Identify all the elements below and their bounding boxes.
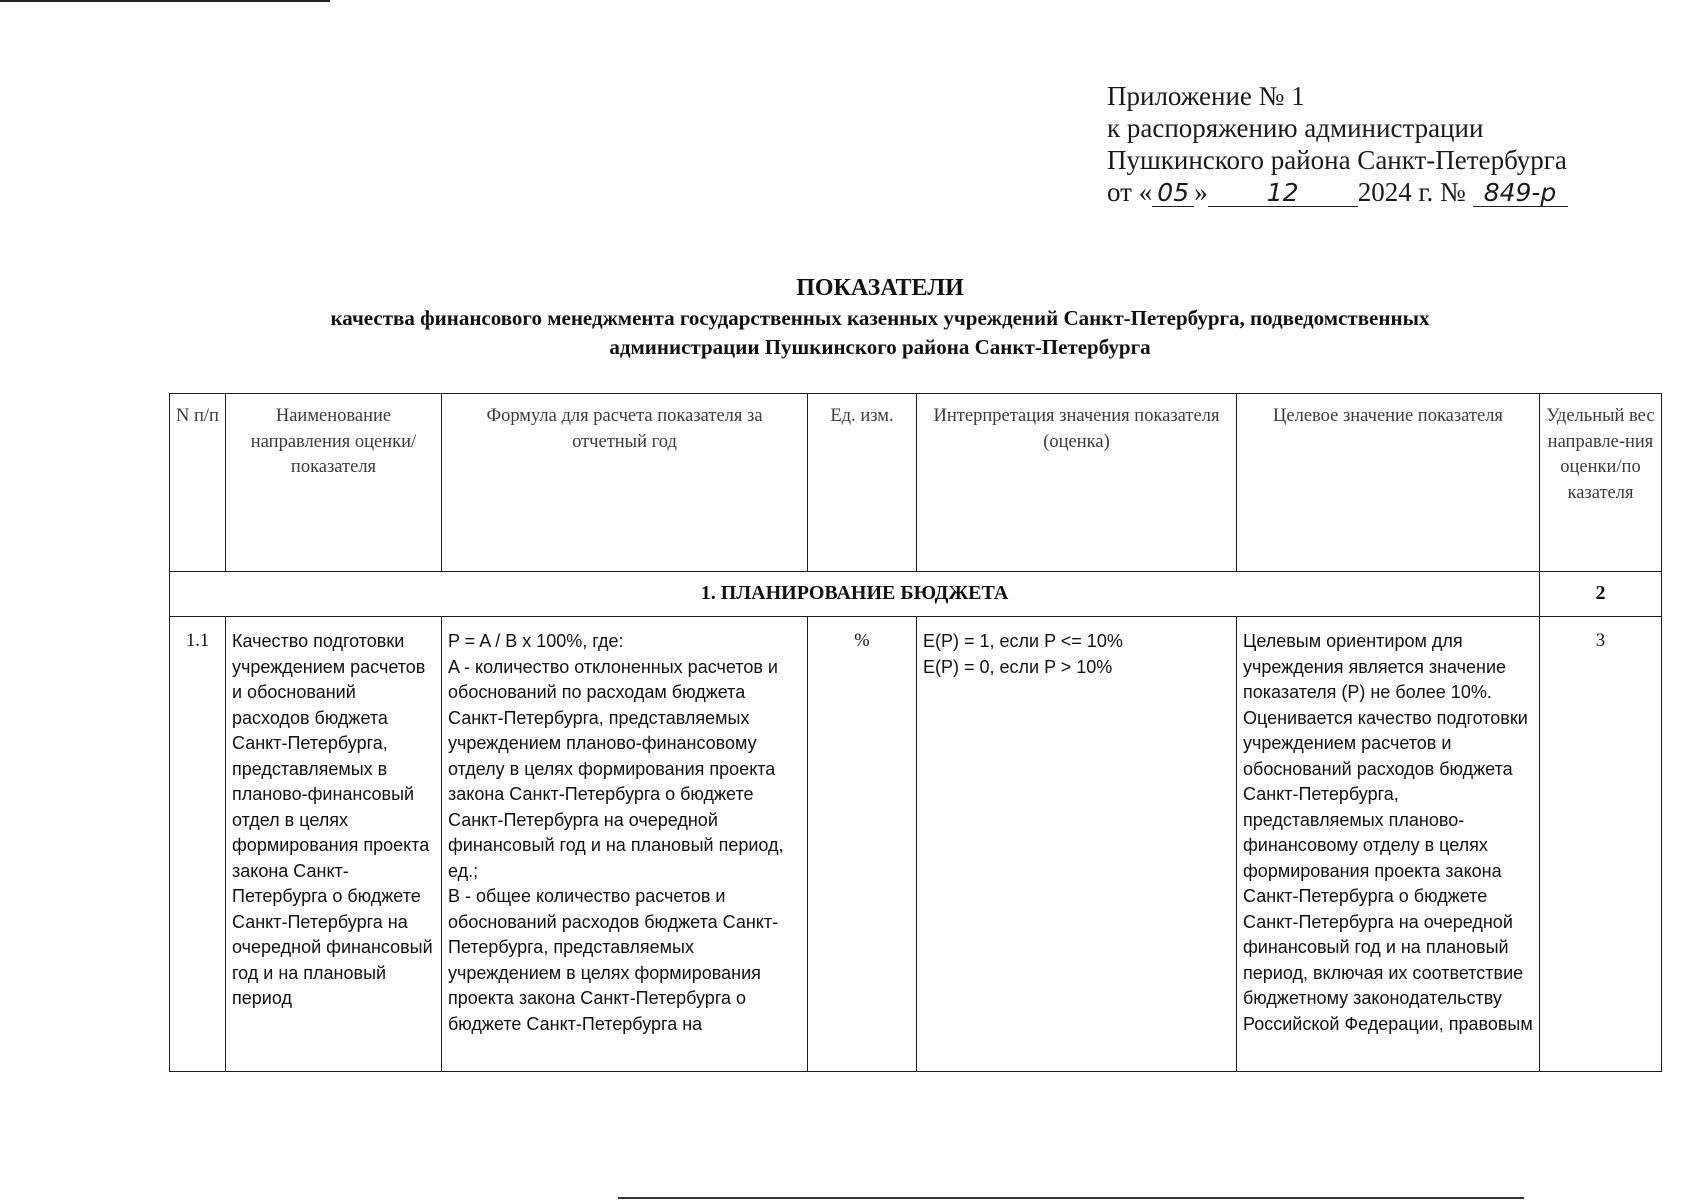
row-formula bbox=[442, 617, 808, 1072]
handwritten-number: 849-р bbox=[1473, 180, 1568, 207]
interp-line-2: E(P) = 0, если P > 10% bbox=[923, 656, 1113, 677]
title-sub-2: администрации Пушкинского района Санкт-Петербурга bbox=[609, 335, 1151, 359]
header-interpretation: Интерпретация значения показателя (оценка) bbox=[917, 394, 1237, 572]
appendix-date-line bbox=[1107, 176, 1568, 208]
table-row bbox=[170, 617, 1662, 1072]
header-weight: Удельный вес направле-ния оценки/по казателя bbox=[1540, 394, 1662, 572]
scan-edge-top bbox=[0, 0, 330, 2]
appendix-line-1: Приложение № 1 bbox=[1107, 81, 1305, 111]
appendix-block bbox=[1107, 80, 1568, 208]
row-target: Целевым ориентиром для учреждения является значение показателя (P) не более 10%. Оценивается качество подготовки учреждением расчетов и обоснований расходов бюджета Санкт-Петербурга, представляемых планово-финансовому отделу в целях формирования проекта закона Санкт-Петербурга о бюджете Санкт-Петербурга на очередной финансовый год и на плановый период, включая их соответствие бюджетному законодательству Российской Федерации, правовым bbox=[1237, 617, 1540, 1072]
row-name: Качество подготовки учреждением расчетов и обоснований расходов бюджета Санкт-Петербурга, представляемых в планово-финансовый отдел в целях формирования проекта закона Санкт-Петербурга о бюджете Санкт-Петербурга на очередной финансовый год и на плановый период bbox=[226, 617, 442, 1072]
header-formula: Формула для расчета показателя за отчетный год bbox=[442, 394, 808, 572]
title-sub-1: качества финансового менеджмента государственных казенных учреждений Санкт-Петербурга, подведомственных bbox=[330, 306, 1430, 330]
header-target: Целевое значение показателя bbox=[1237, 394, 1540, 572]
row-weight: 3 bbox=[1540, 617, 1662, 1072]
row-interpretation bbox=[917, 617, 1237, 1072]
date-prefix: от « bbox=[1107, 177, 1153, 207]
header-num: N п/п bbox=[170, 394, 226, 572]
formula-b: B - общее количество расчетов и обоснований расходов бюджета Санкт-Петербурга, представляемых учреждением в целях формирования проекта закона Санкт-Петербурга о бюджете Санкт-Петербурга на bbox=[448, 886, 779, 1034]
header-name: Наименование направления оценки/показателя bbox=[226, 394, 442, 572]
header-unit: Ед. изм. bbox=[808, 394, 917, 572]
formula-line: P = A / B x 100%, где: bbox=[448, 631, 624, 651]
date-mid: » bbox=[1194, 177, 1208, 207]
interp-line-1: E(P) = 1, если P <= 10% bbox=[923, 631, 1123, 651]
indicators-table bbox=[169, 393, 1662, 1072]
row-unit: % bbox=[808, 617, 917, 1072]
row-num: 1.1 bbox=[170, 617, 226, 1072]
handwritten-month: 12 bbox=[1208, 180, 1358, 207]
section-weight: 2 bbox=[1540, 572, 1662, 617]
title-main: ПОКАЗАТЕЛИ bbox=[796, 275, 964, 301]
year-text: 2024 г. № bbox=[1357, 177, 1466, 207]
document-title bbox=[170, 272, 1590, 362]
scan-edge-bottom bbox=[618, 1197, 1524, 1199]
appendix-line-2: к распоряжению администрации bbox=[1107, 113, 1484, 143]
table-header-row bbox=[170, 394, 1662, 572]
handwritten-day: 05 bbox=[1152, 180, 1194, 207]
formula-a: A - количество отклоненных расчетов и обоснований по расходам бюджета Санкт-Петербурга, представляемых учреждением планово-финансовому отделу в целях формирования проекта закона Санкт-Петербурга о бюджете Санкт-Петербурга на очередной финансовый год и на плановый период, ед.; bbox=[448, 656, 784, 881]
appendix-line-3: Пушкинского района Санкт-Петербурга bbox=[1107, 145, 1567, 175]
section-title: 1. ПЛАНИРОВАНИЕ БЮДЖЕТА bbox=[170, 572, 1540, 617]
section-row bbox=[170, 572, 1662, 617]
